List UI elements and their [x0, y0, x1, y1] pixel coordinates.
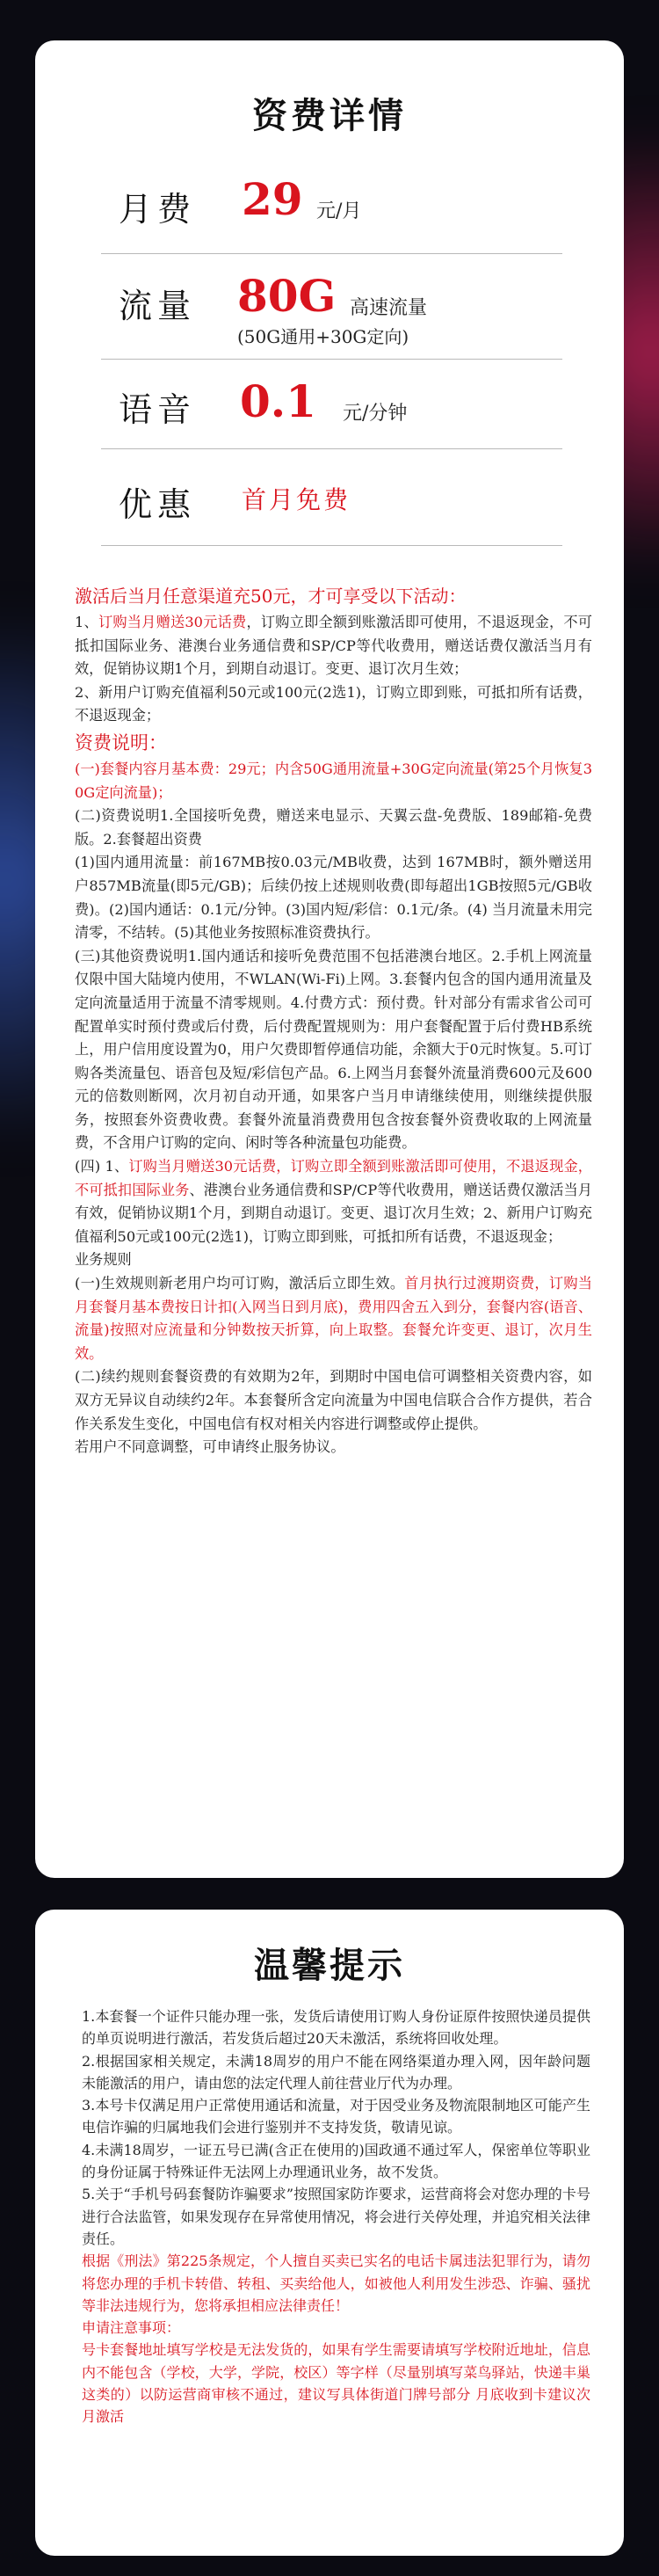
- fee-section-2a: (1)国内通用流量：前167MB按0.03元/MB收费，达到 167MB时，额外赠送用户857MB流量(即5元/GB)；后续仍按上述规则收费(即每超出1GB按照5元/GB收费)。(2)国内通话：0.1元/分钟。(3)国内短/彩信：0.1元/条。(4) 当月流量未用完清零，不结转。(5)其他业务按照标准资费执行。: [75, 854, 592, 942]
- promo-label: 优惠: [119, 485, 197, 524]
- fee-details-text: [75, 581, 592, 1459]
- rule-1: (一)生效规则新老用户均可订购，激活后立即生效。首月执行过渡期资费，订购当月套餐月基本费按日计扣(入网当日到月底)，费用四舍五入到分，套餐内容(语音、流量)按照对应流量和分钟数按天折算，向上取整。套餐允许变更、退订，次月生效。: [75, 1275, 592, 1362]
- data-desc: 高速流量: [350, 297, 428, 319]
- monthly-fee-label: 月费: [119, 190, 197, 229]
- promo-row: [101, 449, 562, 546]
- voice-label: 语音: [119, 390, 197, 429]
- activation-title: 激活后当月任意渠道充50元，才可享受以下活动：: [75, 586, 467, 607]
- tip-5: 5.关于“手机号码套餐防诈骗要求”按照国家防诈要求，运营商将会对您办理的卡号进行合法监管，如果发现存在异常使用情况，将会进行关停处理，并追究相关法律责任。: [82, 2186, 590, 2247]
- data-row: [101, 254, 562, 360]
- tips-title: 温馨提示: [254, 1945, 405, 1986]
- fee-details-title: 资费详情: [252, 95, 407, 136]
- detail-p2: 2、新用户订购充值福利50元或100元(2选1)，订购立即到账，可抵扣所有话费，不退返现金；: [75, 683, 592, 724]
- voice-unit: 元/分钟: [343, 403, 408, 425]
- business-rules-title: 业务规则: [75, 1251, 132, 1269]
- monthly-fee-unit: 元/月: [316, 200, 362, 222]
- package-content-line: (一)套餐内容月基本费：29元；内含50G通用流量+30G定向流量(第25个月恢复30G定向流量)；: [75, 760, 592, 801]
- promo-value: 首月免费: [242, 485, 351, 514]
- tip-law-warning: 根据《刑法》第225条规定，个人擅自买卖已实名的电话卡属违法犯罪行为，请勿将您办理的手机卡转借、转租、买卖给他人，如被他人利用发生涉恐、诈骗、骚扰等非法违规行为，您将承担相应法律责任！: [82, 2252, 590, 2314]
- tips-card: [35, 1910, 624, 2556]
- monthly-fee-row: [101, 157, 562, 254]
- fee-section-3: (三)其他资费说明1.国内通话和接听免费范围不包括港澳台地区。2.手机上网流量仅限中国大陆境内使用，不WLAN(Wi-Fi)上网。3.套餐内包含的国内通用流量及定向流量适用于流量不清零规则。4.付费方式：预付费。针对部分有需求省公司可配置单实时预付费或后付费，后付费配置规则为：用户套餐配置于后付费HB系统上，用户信用度设置为0，用户欠费即暂停通信功能，余额大于0元时恢复。5.可订购各类流量包、语音包及短/彩信包产品。6.上网当月套餐外流量消费600元及600元的倍数则断网，次月初自动开通，如果客户当月申请继续使用，则继续提供服务，按照套外资费收费。套餐外流量消费费用包含按套餐外资费收取的上网流量费，不含用户订购的定向、闲时等各种流量包功能费。: [75, 947, 592, 1152]
- data-label: 流量: [119, 287, 197, 325]
- voice-row: [101, 360, 562, 449]
- fee-description-title: 资费说明：: [75, 731, 167, 753]
- tip-2: 2.根据国家相关规定，未满18周岁的用户不能在网络渠道办理入网，因年龄问题未能激活的用户，请由您的法定代理人前往营业厅代为办理。: [82, 2052, 590, 2092]
- tip-4: 4.未满18周岁，一证五号已满(含正在使用的)国政通不通过军人，保密单位等职业的身份证属于特殊证件无法网上办理通讯业务，故不发货。: [82, 2141, 590, 2181]
- fee-details-card: [35, 40, 624, 1878]
- tips-text: [82, 2005, 590, 2428]
- data-value: 80G: [237, 270, 337, 322]
- rule-2: (二)续约规则套餐资费的有效期为2年，到期时中国电信可调整相关资费内容，如双方无异议自动续约2年。本套餐所含定向流量为中国电信联合合作方提供，若合作关系发生变化，中国电信有权对相关内容进行调整或停止提供。: [75, 1368, 592, 1432]
- tip-3: 3.本号卡仅满足用户正常使用通话和流量，对于因受业务及物流限制地区可能产生电信诈骗的归属地我们会进行鉴别并不支持发货，敬请见谅。: [82, 2097, 590, 2136]
- tip-1: 1.本套餐一个证件只能办理一张，发货后请使用订购人身份证原件按照快递员提供的单页说明进行激活，若发货后超过20天未激活，系统将回收处理。: [82, 2008, 590, 2048]
- detail-p1: 1、订购当月赠送30元话费，订购立即全额到账激活即可使用，不退返现金，不可抵扣国际业务、港澳台业务通信费和SP/CP等代收费用，赠送话费仅激活当月有效，促销协议期1个月，到期自动退订。变更、退订次月生效；: [75, 614, 592, 678]
- tip-notice-title: 申请注意事项：: [82, 2319, 181, 2337]
- fee-section-4: (四) 1、订购当月赠送30元话费，订购立即全额到账激活即可使用，不退返现金，不可抵扣国际业务、港澳台业务通信费和SP/CP等代收费用，赠送话费仅激活当月有效，促销协议期1个月，到期自动退订。变更、退订次月生效；2、新用户订购充值福利50元或100元(2选1)，订购立即到账，可抵扣所有话费，不退返现金；: [75, 1158, 592, 1245]
- tip-address-notice: 号卡套餐地址填写学校是无法发货的，如果有学生需要请填写学校附近地址，信息内不能包含（学校，大学，学院，校区）等字样（尽量别填写菜鸟驿站，快递丰巢这类的）以防运营商审核不通过，建议写具体街道门牌号部分 月底收到卡建议次月激活: [82, 2341, 590, 2426]
- rule-3: 若用户不同意调整，可申请终止服务协议。: [75, 1438, 345, 1456]
- voice-value: 0.1: [240, 375, 316, 427]
- data-sub: (50G通用+30G定向): [237, 326, 409, 347]
- monthly-fee-value: 29: [242, 173, 303, 225]
- fee-section-2: (二)资费说明1.全国接听免费，赠送来电显示、天翼云盘-免费版、189邮箱-免费版。2.套餐超出资费: [75, 807, 592, 848]
